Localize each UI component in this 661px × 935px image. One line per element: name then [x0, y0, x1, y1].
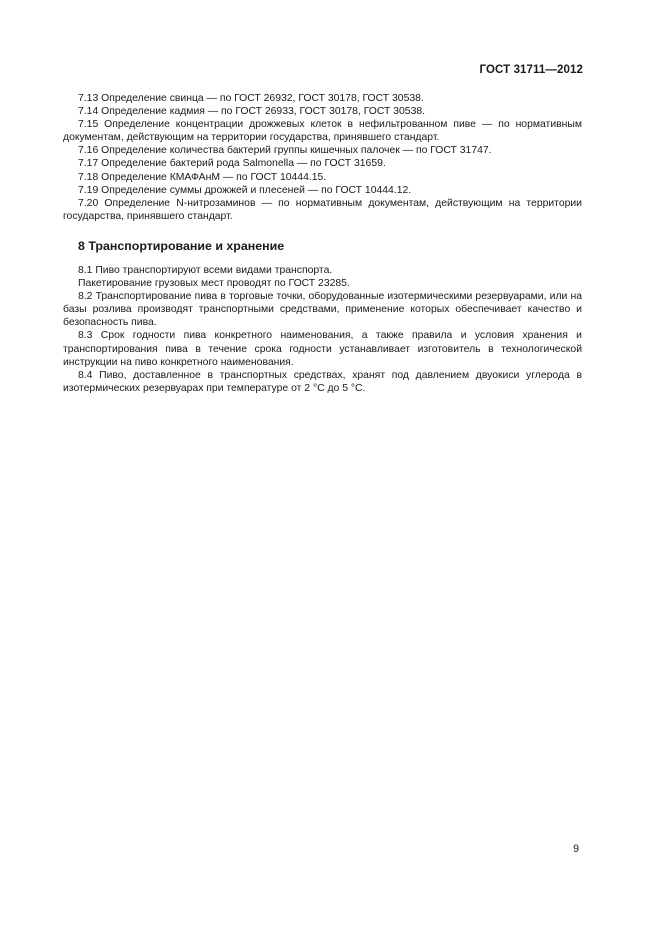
- section-8-heading: 8 Транспортирование и хранение: [78, 238, 285, 253]
- section-8-body: [63, 264, 582, 395]
- clause-7-16: 7.16 Определение количества бактерий группы кишечных палочек — по ГОСТ 31747.: [78, 145, 492, 157]
- clause-7-19: 7.19 Определение суммы дрожжей и плесеней — по ГОСТ 10444.12.: [78, 184, 412, 196]
- document-body: [63, 92, 582, 395]
- clause-7-18: 7.18 Определение КМАФАнМ — по ГОСТ 10444.15.: [78, 171, 327, 183]
- document-code-header: ГОСТ 31711—2012: [479, 64, 583, 76]
- clause-7-14: 7.14 Определение кадмия — по ГОСТ 26933, ГОСТ 30178, ГОСТ 30538.: [78, 106, 426, 118]
- clause-8-2: 8.2 Транспортирование пива в торговые точки, оборудованные изотермическими резервуарами, или на базы розлива производят транспортными средствами, применение которых обеспечивает качество и безопасность пива.: [63, 291, 582, 329]
- clause-8-4: 8.4 Пиво, доставленное в транспортных средствах, хранят под давлением двуокиси углерода в изотермических резервуарах при температуре от 2 °С до 5 °С.: [63, 369, 582, 394]
- clause-7-17: 7.17 Определение бактерий рода Salmonella — по ГОСТ 31659.: [78, 158, 386, 170]
- clause-8-3: 8.3 Срок годности пива конкретного наименования, а также правила и условия хранения и транспортирования пива в течение срока годности устанавливает изготовитель в технологической инструкции на пиво конкретного наименования.: [63, 330, 582, 368]
- page-number: 9: [573, 843, 579, 855]
- section-7-list: [63, 92, 582, 223]
- clause-8-1: 8.1 Пиво транспортируют всеми видами транспорта.: [78, 264, 333, 276]
- clause-8-1-packaging: Пакетирование грузовых мест проводят по ГОСТ 23285.: [78, 278, 350, 290]
- clause-7-15: 7.15 Определение концентрации дрожжевых клеток в нефильтрованном пиве — по нормативным документам, действующим на территории государства, принявшего стандарт.: [63, 119, 582, 144]
- clause-7-13: 7.13 Определение свинца — по ГОСТ 26932, ГОСТ 30178, ГОСТ 30538.: [78, 93, 424, 104]
- clause-7-20: 7.20 Определение N-нитрозаминов — по нормативным документам, действующим на территории государства, принявшего стандарт.: [63, 197, 582, 222]
